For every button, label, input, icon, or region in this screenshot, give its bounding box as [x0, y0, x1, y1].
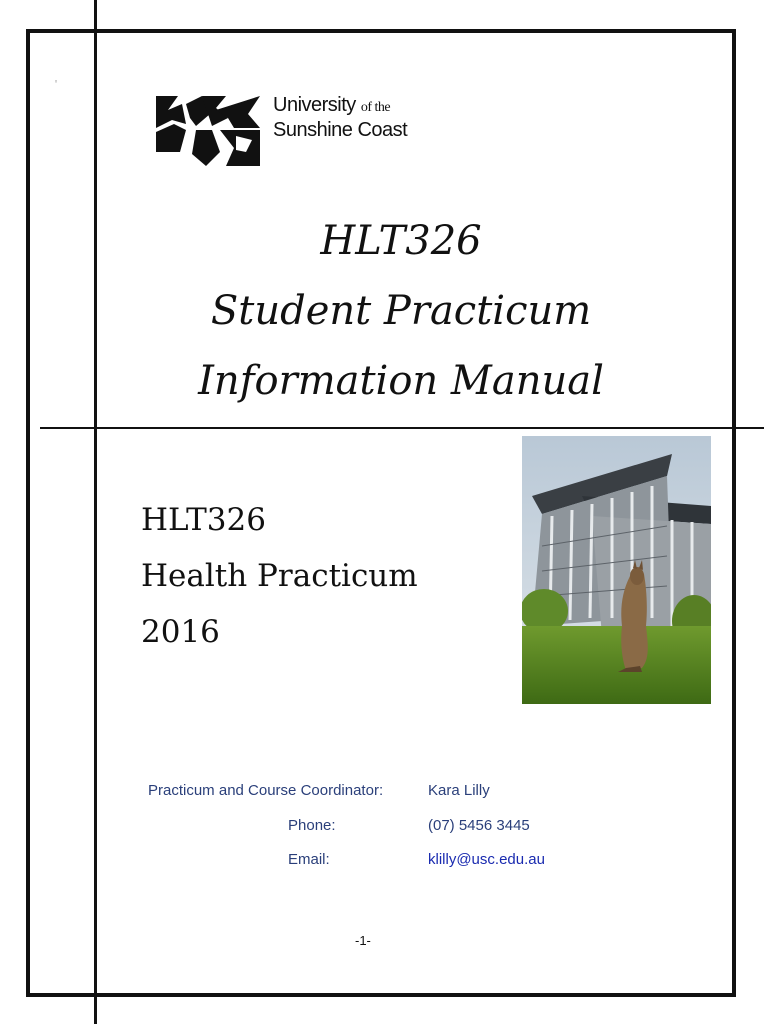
- horizontal-rule: [40, 427, 764, 429]
- corner-mark: ◦: [54, 78, 59, 86]
- email-link[interactable]: klilly@usc.edu.au: [428, 851, 545, 868]
- campus-kangaroo-photo: [522, 436, 711, 704]
- subtitle-course-name: Health Practicum: [141, 558, 418, 594]
- university-name: University of the Sunshine Coast: [273, 94, 408, 141]
- phone-value: (07) 5456 3445: [428, 817, 530, 834]
- title-line-2: Student Practicum: [210, 288, 592, 334]
- email-label: Email:: [288, 851, 330, 868]
- coordinator-name: Kara Lilly: [428, 782, 490, 799]
- coordinator-label: Practicum and Course Coordinator:: [148, 782, 384, 799]
- subtitle-year: 2016: [141, 614, 220, 650]
- page-number: -1-: [355, 933, 371, 948]
- subtitle-course-code: HLT326: [141, 502, 266, 538]
- title-course-code: HLT326: [320, 218, 482, 264]
- university-logo-icon: [156, 96, 260, 170]
- phone-label: Phone:: [288, 817, 336, 834]
- title-line-3: Information Manual: [198, 358, 604, 404]
